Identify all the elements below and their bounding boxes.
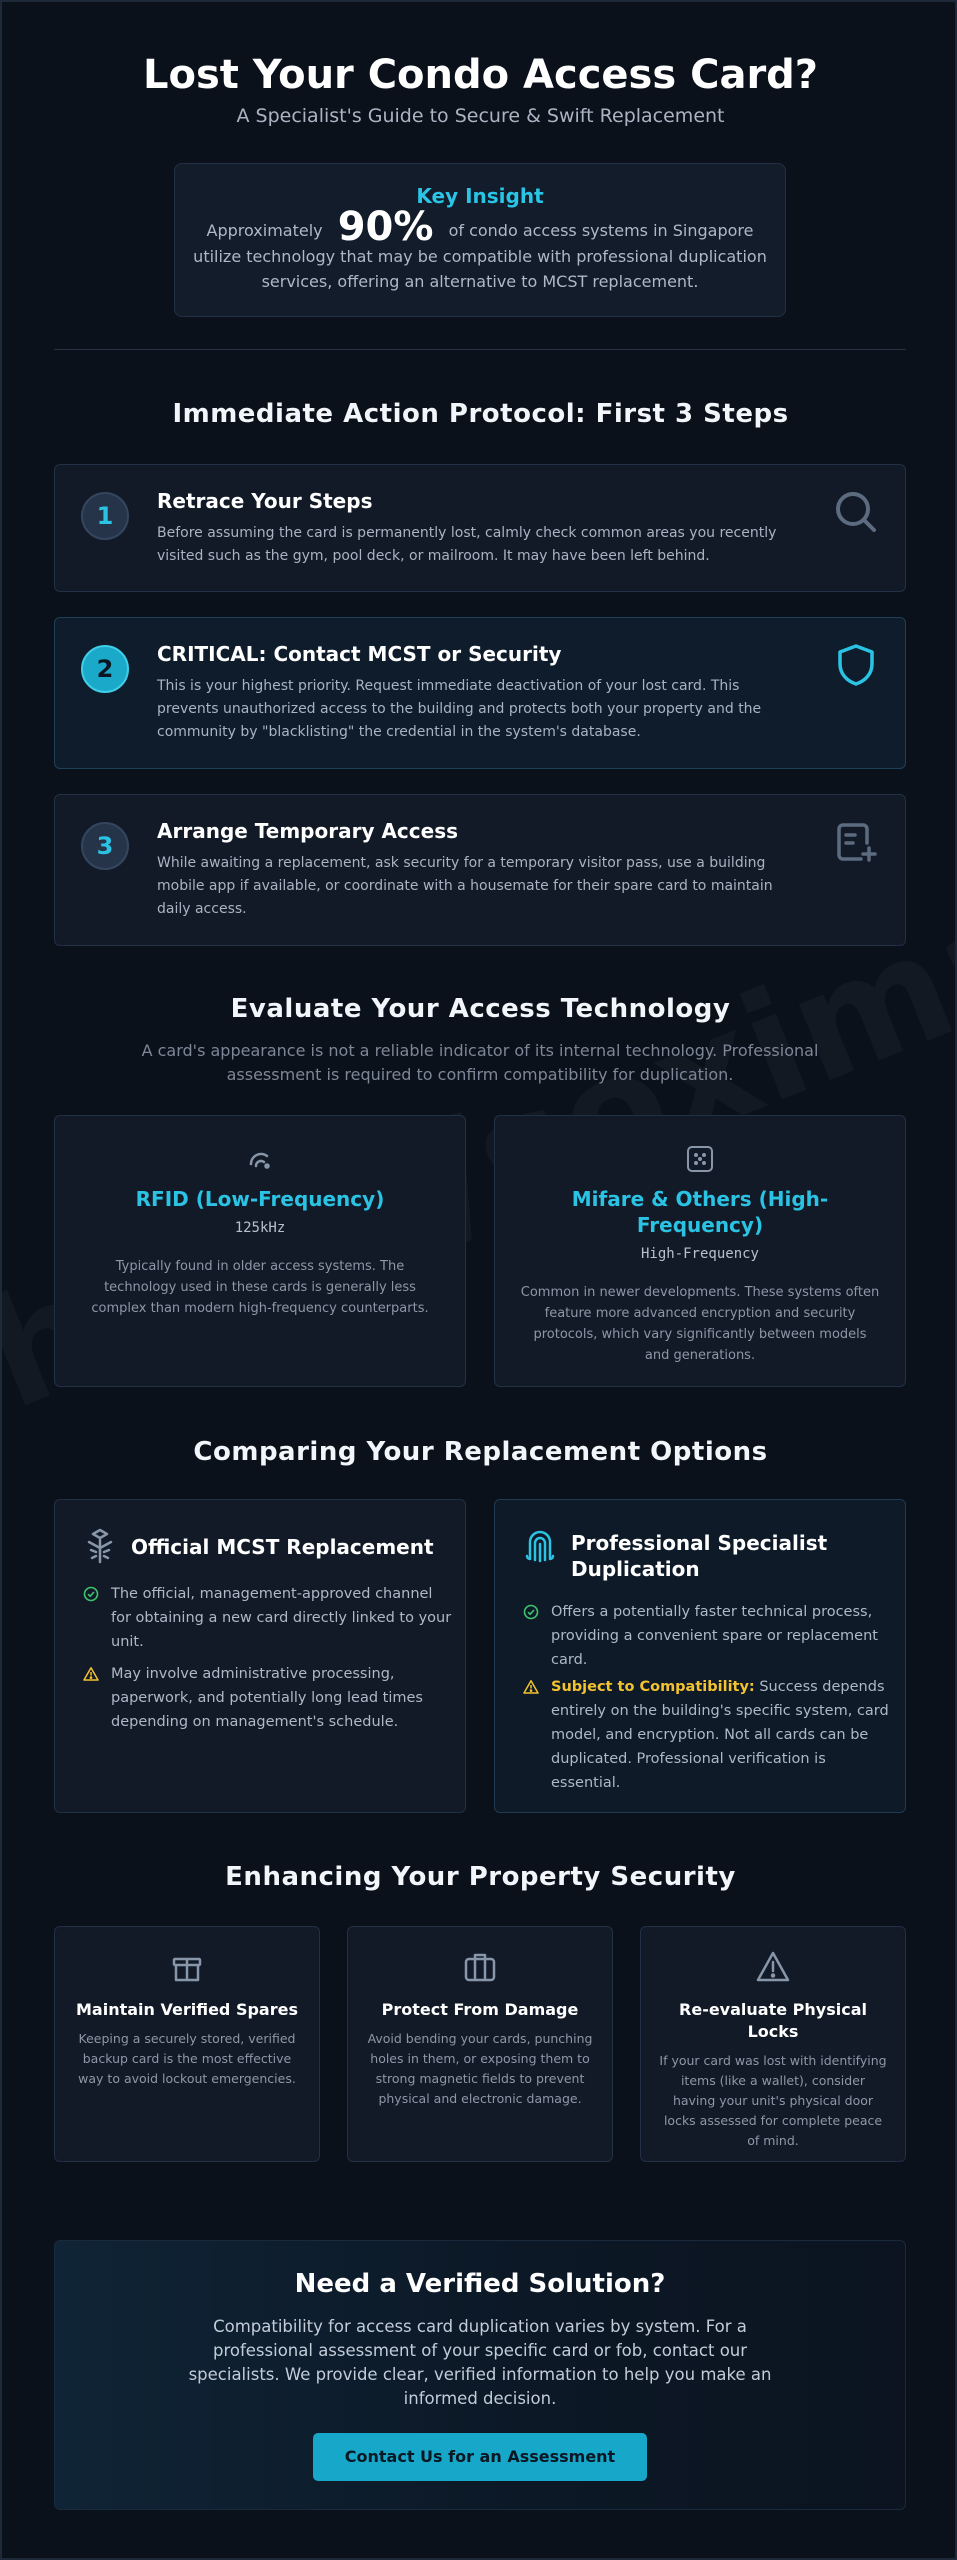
gift-icon [169, 1949, 205, 1985]
option-con-text [551, 1675, 893, 1795]
shield-icon [833, 642, 879, 688]
key-insight-prefix: Approximately [206, 221, 323, 240]
divider [54, 349, 906, 350]
security-title: Enhancing Your Property Security [225, 1862, 736, 1892]
technology-intro: A card's appearance is not a reliable indicator of its internal technology. Professional assessment is required to confirm compatibility for duplication. [141, 1041, 819, 1084]
tip-description: Avoid bending your cards, punching holes in them, or exposing them to strong magnetic fields to prevent physical and electronic damage. [367, 2031, 593, 2106]
option-pro [83, 1582, 453, 1654]
page-title: Lost Your Condo Access Card? [142, 52, 819, 98]
option-pro [523, 1600, 893, 1672]
tech-card-rfid [54, 1115, 466, 1387]
tip-card-spares [54, 1926, 320, 2162]
options-title: Comparing Your Replacement Options [193, 1437, 768, 1467]
option-con [83, 1662, 453, 1734]
briefcase-icon [462, 1949, 498, 1985]
warning-icon [523, 1679, 539, 1695]
option-card-mcst [54, 1499, 466, 1813]
tech-frequency: High-Frequency [640, 1246, 759, 1262]
step-title: CRITICAL: Contact MCST or Security [157, 642, 562, 666]
compatibility-label: Subject to Compatibility: [551, 1679, 755, 1695]
key-insight-box [174, 163, 786, 317]
tech-title: RFID (Low-Frequency) [135, 1187, 385, 1211]
protocol-title: Immediate Action Protocol: First 3 Steps [172, 399, 789, 429]
step-number: 1 [81, 492, 129, 540]
tip-card-locks [640, 1926, 906, 2162]
tip-card-damage [347, 1926, 613, 2162]
step-description: This is your highest priority. Request immediate deactivation of your lost card. This prevents unauthorized access to the building and protects both your property and the community by "blacklisting" the credential in the system's database. [157, 678, 762, 740]
building-icon [83, 1528, 117, 1564]
key-insight-body: utilize technology that may be compatible with professional duplication services, offering an alternative to MCST replacement. [193, 247, 767, 291]
cta-title: Need a Verified Solution? [294, 2269, 666, 2299]
technology-title: Evaluate Your Access Technology [230, 994, 731, 1024]
option-pro-text: The official, management-approved channel for obtaining a new card directly linked to your unit. [111, 1586, 452, 1650]
tech-description: Common in newer developments. These systems often feature more advanced encryption and security protocols, which vary significantly between models and generations. [520, 1285, 880, 1363]
tip-title: Protect From Damage [381, 2000, 579, 2019]
step-card-1 [54, 464, 906, 592]
option-pro-text: Offers a potentially faster technical process, providing a convenient spare or replacement card. [551, 1604, 878, 1668]
option-title: Professional Specialist Duplication [571, 1531, 828, 1581]
contact-button[interactable]: Contact Us for an Assessment [313, 2433, 647, 2481]
tech-title: Mifare & Others (High-Frequency) [571, 1187, 829, 1237]
step-title: Arrange Temporary Access [157, 819, 459, 843]
signal-icon [245, 1144, 275, 1174]
step-number: 2 [81, 645, 129, 693]
tip-title: Re-evaluate Physical Locks [679, 2000, 867, 2041]
check-circle-icon [83, 1586, 99, 1602]
fingerprint-icon [523, 1528, 557, 1564]
check-circle-icon [523, 1604, 539, 1620]
key-insight-title: Key Insight [416, 184, 544, 208]
chip-icon [685, 1144, 715, 1174]
option-card-specialist [494, 1499, 906, 1813]
step-title: Retrace Your Steps [157, 489, 373, 513]
warning-icon [83, 1666, 99, 1682]
key-insight-line [175, 204, 785, 250]
add-document-icon [833, 819, 879, 865]
tip-description: If your card was lost with identifying items (like a wallet), consider having your unit's physical door locks assessed for complete peace of mind. [659, 2053, 887, 2148]
option-title: Official MCST Replacement [131, 1535, 434, 1559]
tech-frequency: 125kHz [234, 1220, 286, 1236]
cta-section [54, 2240, 906, 2510]
step-card-2 [54, 617, 906, 769]
step-number: 3 [81, 822, 129, 870]
search-icon [833, 489, 879, 535]
option-con-body: Success depends entirely on the building's specific system, card model, and encryption. Not all cards can be duplicated. Professional verification is essential. [551, 1679, 889, 1791]
cta-description: Compatibility for access card duplication varies by system. For a professional assessment of your specific card or fob, contact our specialists. We provide clear, verified information to help you make an informed decision. [188, 2317, 772, 2408]
tech-card-mifare [494, 1115, 906, 1387]
tip-title: Maintain Verified Spares [76, 2000, 298, 2019]
warning-icon [755, 1949, 791, 1985]
key-insight-stat: 90% [337, 204, 434, 250]
step-description: Before assuming the card is permanently lost, calmly check common areas you recently visited such as the gym, pool deck, or mailroom. It may have been left behind. [157, 525, 777, 564]
step-description: While awaiting a replacement, ask security for a temporary visitor pass, use a building mobile app if available, or coordinate with a housemate for their spare card to maintain daily access. [157, 855, 773, 917]
tip-description: Keeping a securely stored, verified backup card is the most effective way to avoid lockout emergencies. [78, 2031, 296, 2086]
option-con-text: May involve administrative processing, paperwork, and potentially long lead times depending on management's schedule. [111, 1666, 423, 1730]
key-insight-suffix: of condo access systems in Singapore [448, 221, 754, 240]
page-subtitle: A Specialist's Guide to Secure & Swift Replacement [236, 105, 725, 127]
tech-description: Typically found in older access systems. The technology used in these cards is generally less complex than modern high-frequency counterparts. [91, 1259, 429, 1316]
step-card-3 [54, 794, 906, 946]
option-con [523, 1675, 893, 1795]
